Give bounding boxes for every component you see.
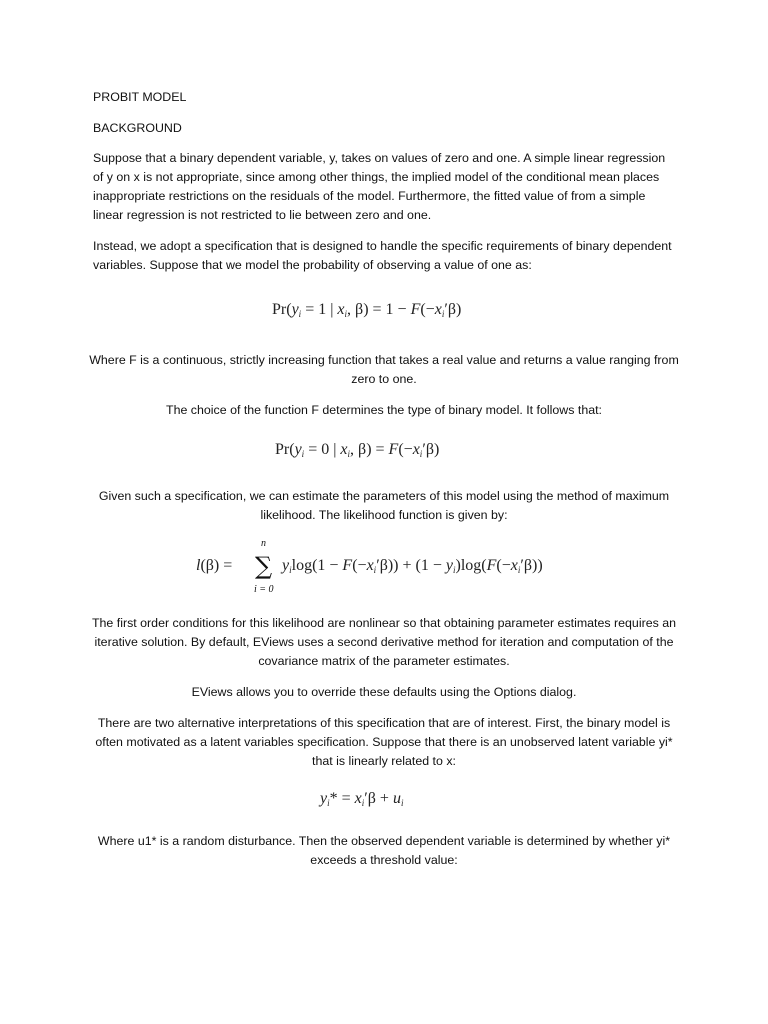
paragraph-likelihood-intro: Given such a specification, we can estimate the parameters of this model using the method of maximum likelihood. The likelihood function is given by: (98, 489, 670, 522)
document-page: PROBIT MODEL BACKGROUND Suppose that a binary dependent variable, y, takes on values of zero and one. A simple linear regression of y on x is not appropriate, since among other things, the implied model of the conditional mean places inappropriate restrictions on the residuals of the model. Furthermore, the fitted value of from a simple linear regression is not restricted to lie between zero and one. Instead, we adopt a specification that is designed to handle the specific requirements of binary dependent variables. Suppose that we model the probability of observing a value of one as: $Pr(y_i = 1$ | $x_i$, $\beta) = 1 - F(-x_i'\beta)$ Where F is a continuous, strictly increasing function that takes a real value and returns a value ranging from zero to one. The choice of the function F determines the type of binary model. It follows that: $Pr(y_i = 0$ | $x_i$, $\beta) = F(-x_i'\beta)$ Given such a specification, we can estimate the parameters of this model using the method of maximum likelihood. The likelihood function is given by: l(β) = n ∑ i = 0 $y_i\log(1 - F(-x_i'\beta)) + (1 - y_i)\log(F(-x_i'\beta))$ The first order conditions for this likelihood are nonlinear so that obtaining parameter estimates requires an iterative solution. By default, EViews uses a second derivative method for iteration and computation of the covariance matrix of the parameter estimates. EViews allows you to override these defaults using the Options dialog. There are two alternative interpretations of this specification that are of interest. First, the binary model is often motivated as a latent variables specification. Suppose that there is an unobserved latent variable yi* that is linearly related to x: $y_i* = x_i'\beta + u_i$ Where u1* is a random disturbance. Then the observed dependent variable is determined by whether yi* exceeds a threshold value: (0, 0, 768, 1024)
paragraph-function-f: Where F is a continuous, strictly increasing function that takes a real value and returns a value ranging from zero to one. (89, 353, 679, 386)
paragraph-choice: The choice of the function F determines the type of binary model. It follows that: (166, 403, 602, 417)
paragraph-disturbance: Where u1* is a random disturbance. Then the observed dependent variable is determined by whether yi* exceeds a threshold value: (97, 834, 671, 867)
paragraph-interpretations: There are two alternative interpretations of this specification that are of interest. First, the binary model is often motivated as a latent variables specification. Suppose that there is an unobserved latent variable yi* that is linearly related to x: (95, 716, 673, 768)
paragraph-intro: Suppose that a binary dependent variable, y, takes on values of zero and one. A simple linear regression of y on x is not appropriate, since among other things, the implied model of the conditional mean places inappropriate restrictions on the residuals of the model. Furthermore, the fitted value of from a simple linear regression is not restricted to lie between zero and one. (93, 151, 666, 222)
paragraph-first-order: The first order conditions for this likelihood are nonlinear so that obtaining parameter estimates requires an iterative solution. By default, EViews uses a second derivative method for iteration and computation of the covariance matrix of the parameter estimates. (91, 616, 677, 668)
equation-probability-one: $Pr(y_i = 1$ | $x_i$, $\beta) = 1 - F(-x_i'\beta)$ (272, 301, 462, 319)
equation-probability-zero: $Pr(y_i = 0$ | $x_i$, $\beta) = F(-x_i'\beta)$ (275, 441, 440, 459)
page-title: PROBIT MODEL (93, 90, 187, 104)
paragraph-options: EViews allows you to override these defaults using the Options dialog. (191, 685, 577, 699)
section-heading: BACKGROUND (93, 121, 182, 135)
equation-latent: $y_i* = x_i'\beta + u_i$ (320, 790, 404, 808)
paragraph-specification: Instead, we adopt a specification that is designed to handle the specific requirements of binary dependent variables. Suppose that we model the probability of observing a value of one as: (93, 239, 672, 272)
